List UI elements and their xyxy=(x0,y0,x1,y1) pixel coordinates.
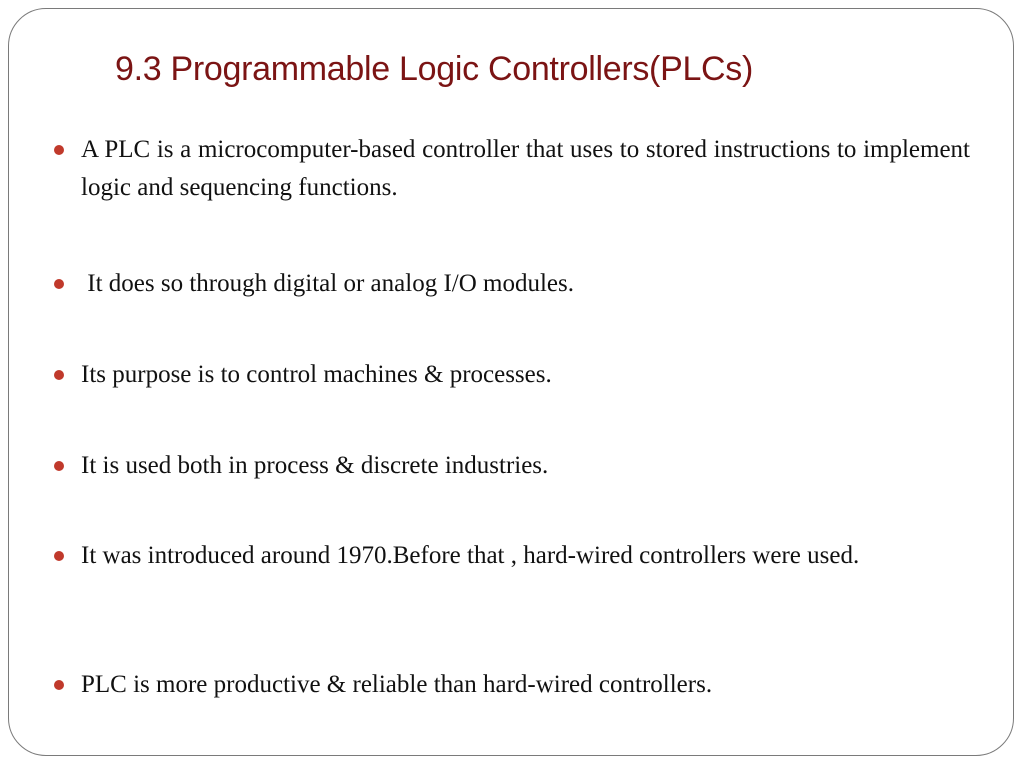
bullet-item-io-modules xyxy=(48,265,970,303)
bullet-marker-icon xyxy=(54,551,64,561)
bullet-marker-icon xyxy=(54,461,64,471)
bullet-marker-icon xyxy=(54,370,64,380)
bullet-text: It does so through digital or analog I/O modules. xyxy=(81,270,574,297)
bullet-text: Its purpose is to control machines & processes. xyxy=(81,361,552,388)
bullet-marker-icon xyxy=(54,145,64,155)
bullet-text: A PLC is a microcomputer-based controller that uses to stored instructions to implement logic and sequencing functions. xyxy=(81,136,970,201)
bullet-text: It is used both in process & discrete industries. xyxy=(81,452,549,479)
bullet-item-purpose xyxy=(48,356,970,394)
bullet-marker-icon xyxy=(54,279,64,289)
bullet-text: It was introduced around 1970.Before that , hard-wired controllers were used. xyxy=(81,542,860,569)
bullet-item-history xyxy=(48,537,970,575)
bullet-item-plc-definition xyxy=(48,131,970,207)
bullet-marker-icon xyxy=(54,680,64,690)
bullet-text: PLC is more productive & reliable than hard-wired controllers. xyxy=(81,671,713,698)
bullet-item-reliability xyxy=(48,666,970,704)
bullet-item-industries xyxy=(48,447,970,485)
slide-title: 9.3 Programmable Logic Controllers(PLCs) xyxy=(115,50,754,88)
